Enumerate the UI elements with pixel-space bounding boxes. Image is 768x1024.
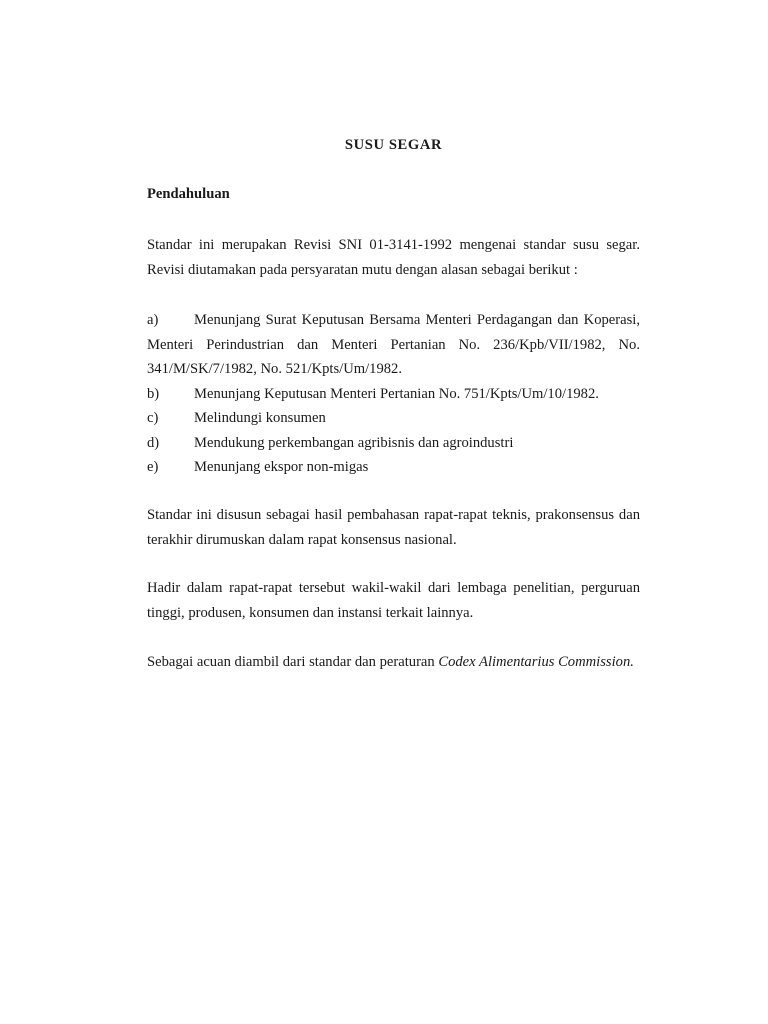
list-marker: b)	[147, 385, 160, 402]
section-heading: Pendahuluan	[147, 186, 230, 202]
list-item	[147, 308, 640, 382]
list-marker: c)	[147, 410, 159, 426]
paragraph-2: Standar ini disusun sebagai hasil pembahasan rapat-rapat teknis, prakonsensus dan terakhir dirumuskan dalam rapat konsensus nasional.	[147, 507, 640, 548]
list-marker: e)	[147, 459, 159, 475]
list-item	[147, 455, 640, 480]
list-marker: d)	[147, 434, 160, 451]
intro-paragraph: Standar ini merupakan Revisi SNI 01-3141-1992 mengenai standar susu segar. Revisi diutamakan pada persyaratan mutu dengan alasan sebagai berikut :	[147, 237, 640, 278]
codex-reference: Codex Alimentarius Commission.	[438, 654, 634, 670]
reasons-list	[147, 308, 640, 480]
list-item-text: Melindungi konsumen	[194, 410, 326, 426]
list-item-text: Menunjang Keputusan Menteri Pertanian No. 751/Kpts/Um/10/1982.	[194, 385, 599, 402]
list-marker: a)	[147, 312, 159, 328]
list-item-text: Menunjang Surat Keputusan Bersama Menteri Perdagangan dan Koperasi, Menteri Perindustrian dan Menteri Pertanian No. 236/Kpb/VII/1982, No. 341/M/SK/7/1982, No. 521/Kpts/Um/1982.	[147, 312, 640, 377]
document-title: SUSU SEGAR	[344, 137, 443, 153]
paragraph-3: Hadir dalam rapat-rapat tersebut wakil-wakil dari lembaga penelitian, perguruan tinggi, produsen, konsumen dan instansi terkait lainnya.	[147, 580, 640, 621]
list-item	[147, 382, 640, 407]
list-item	[147, 406, 640, 431]
paragraph-4-text: Sebagai acuan diambil dari standar dan peraturan	[147, 654, 439, 670]
list-item-text: Menunjang ekspor non-migas	[194, 459, 369, 475]
list-item	[147, 431, 640, 456]
list-item-text: Mendukung perkembangan agribisnis dan agroindustri	[194, 434, 514, 451]
paragraph-4	[147, 650, 640, 675]
